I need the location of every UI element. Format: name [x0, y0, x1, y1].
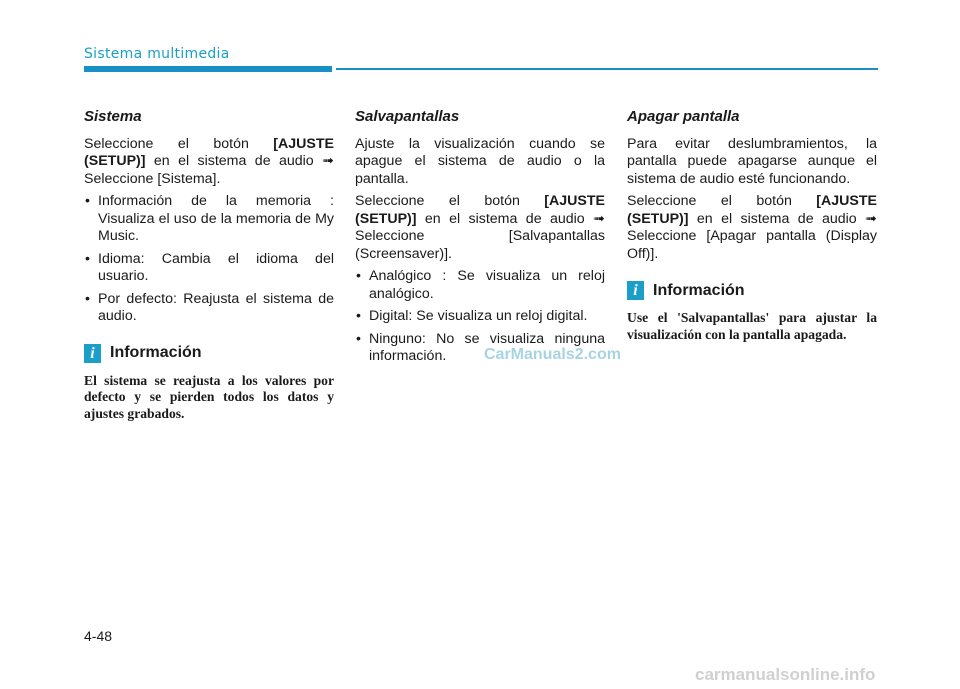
footer-watermark: carmanualsonline.info: [695, 665, 876, 684]
setup-button-ref: [AJUSTE (SETUP)]: [355, 193, 605, 227]
section-title: Sistema multimedia: [84, 46, 230, 62]
text-run: en el sistema de audio ➟ Seleccione [Sistema].: [84, 153, 334, 187]
info-header: [84, 344, 334, 363]
paragraph-apagar-setup: [627, 193, 877, 263]
setup-button-ref: [AJUSTE (SETUP)]: [627, 193, 877, 227]
text-run: Seleccione el botón: [84, 135, 274, 152]
list-item: • Información de la memoria : Visualiza el uso de la memoria de My Music.: [84, 193, 334, 246]
list-item: • Ninguno: No se visualiza ninguna información.: [355, 331, 605, 366]
list-item: • Digital: Se visualiza un reloj digital.: [355, 308, 605, 326]
paragraph-sistema-setup: [84, 136, 334, 189]
info-header: [627, 281, 877, 300]
paragraph-apagar-intro: Para evitar deslumbramientos, la pantalla puede apagarse aunque el sistema de audio esté funcionando.: [627, 135, 877, 187]
text-run: Seleccione el botón: [355, 193, 545, 209]
info-title: Información: [110, 344, 202, 362]
setup-button-ref: [AJUSTE (SETUP)]: [84, 135, 334, 169]
text-run: en el sistema de audio ➟ Seleccione [Apagar pantalla (Display Off)].: [627, 210, 877, 262]
text-run: en el sistema de audio ➟ Seleccione [Salvapantallas (Screensaver)].: [355, 210, 605, 262]
column-apagar-pantalla: [627, 108, 877, 343]
text-run: Seleccione el botón: [627, 193, 817, 209]
paragraph-salvapantallas-intro: Ajuste la visualización cuando se apague el sistema de audio o la pantalla.: [355, 135, 605, 187]
header-rule-thin: [336, 68, 878, 70]
info-icon: i: [627, 281, 644, 300]
heading-salvapantallas: Salvapantallas: [355, 108, 460, 125]
page-number: 4-48: [84, 628, 113, 644]
column-sistema: [84, 108, 334, 422]
paragraph-salvapantallas-setup: [355, 193, 605, 263]
info-icon: i: [84, 344, 101, 363]
column-salvapantallas: [355, 108, 605, 371]
watermark: CarManuals2.com: [484, 346, 621, 363]
info-text: El sistema se reajusta a los valores por defecto y se pierden todos los datos y ajustes grabados.: [84, 372, 334, 421]
info-title: Información: [653, 281, 745, 299]
info-text: Use el 'Salvapantallas' para ajustar la visualización con la pantalla apagada.: [627, 310, 877, 342]
heading-apagar-pantalla: Apagar pantalla: [627, 108, 740, 125]
header-rule-thick: [84, 66, 332, 72]
list-item: • Analógico : Se visualiza un reloj analógico.: [355, 268, 605, 303]
heading-sistema: Sistema: [84, 108, 142, 125]
list-item: • Idioma: Cambia el idioma del usuario.: [84, 251, 334, 286]
bullet-list-sistema: [84, 193, 334, 326]
list-item: • Por defecto: Reajusta el sistema de audio.: [84, 291, 334, 326]
